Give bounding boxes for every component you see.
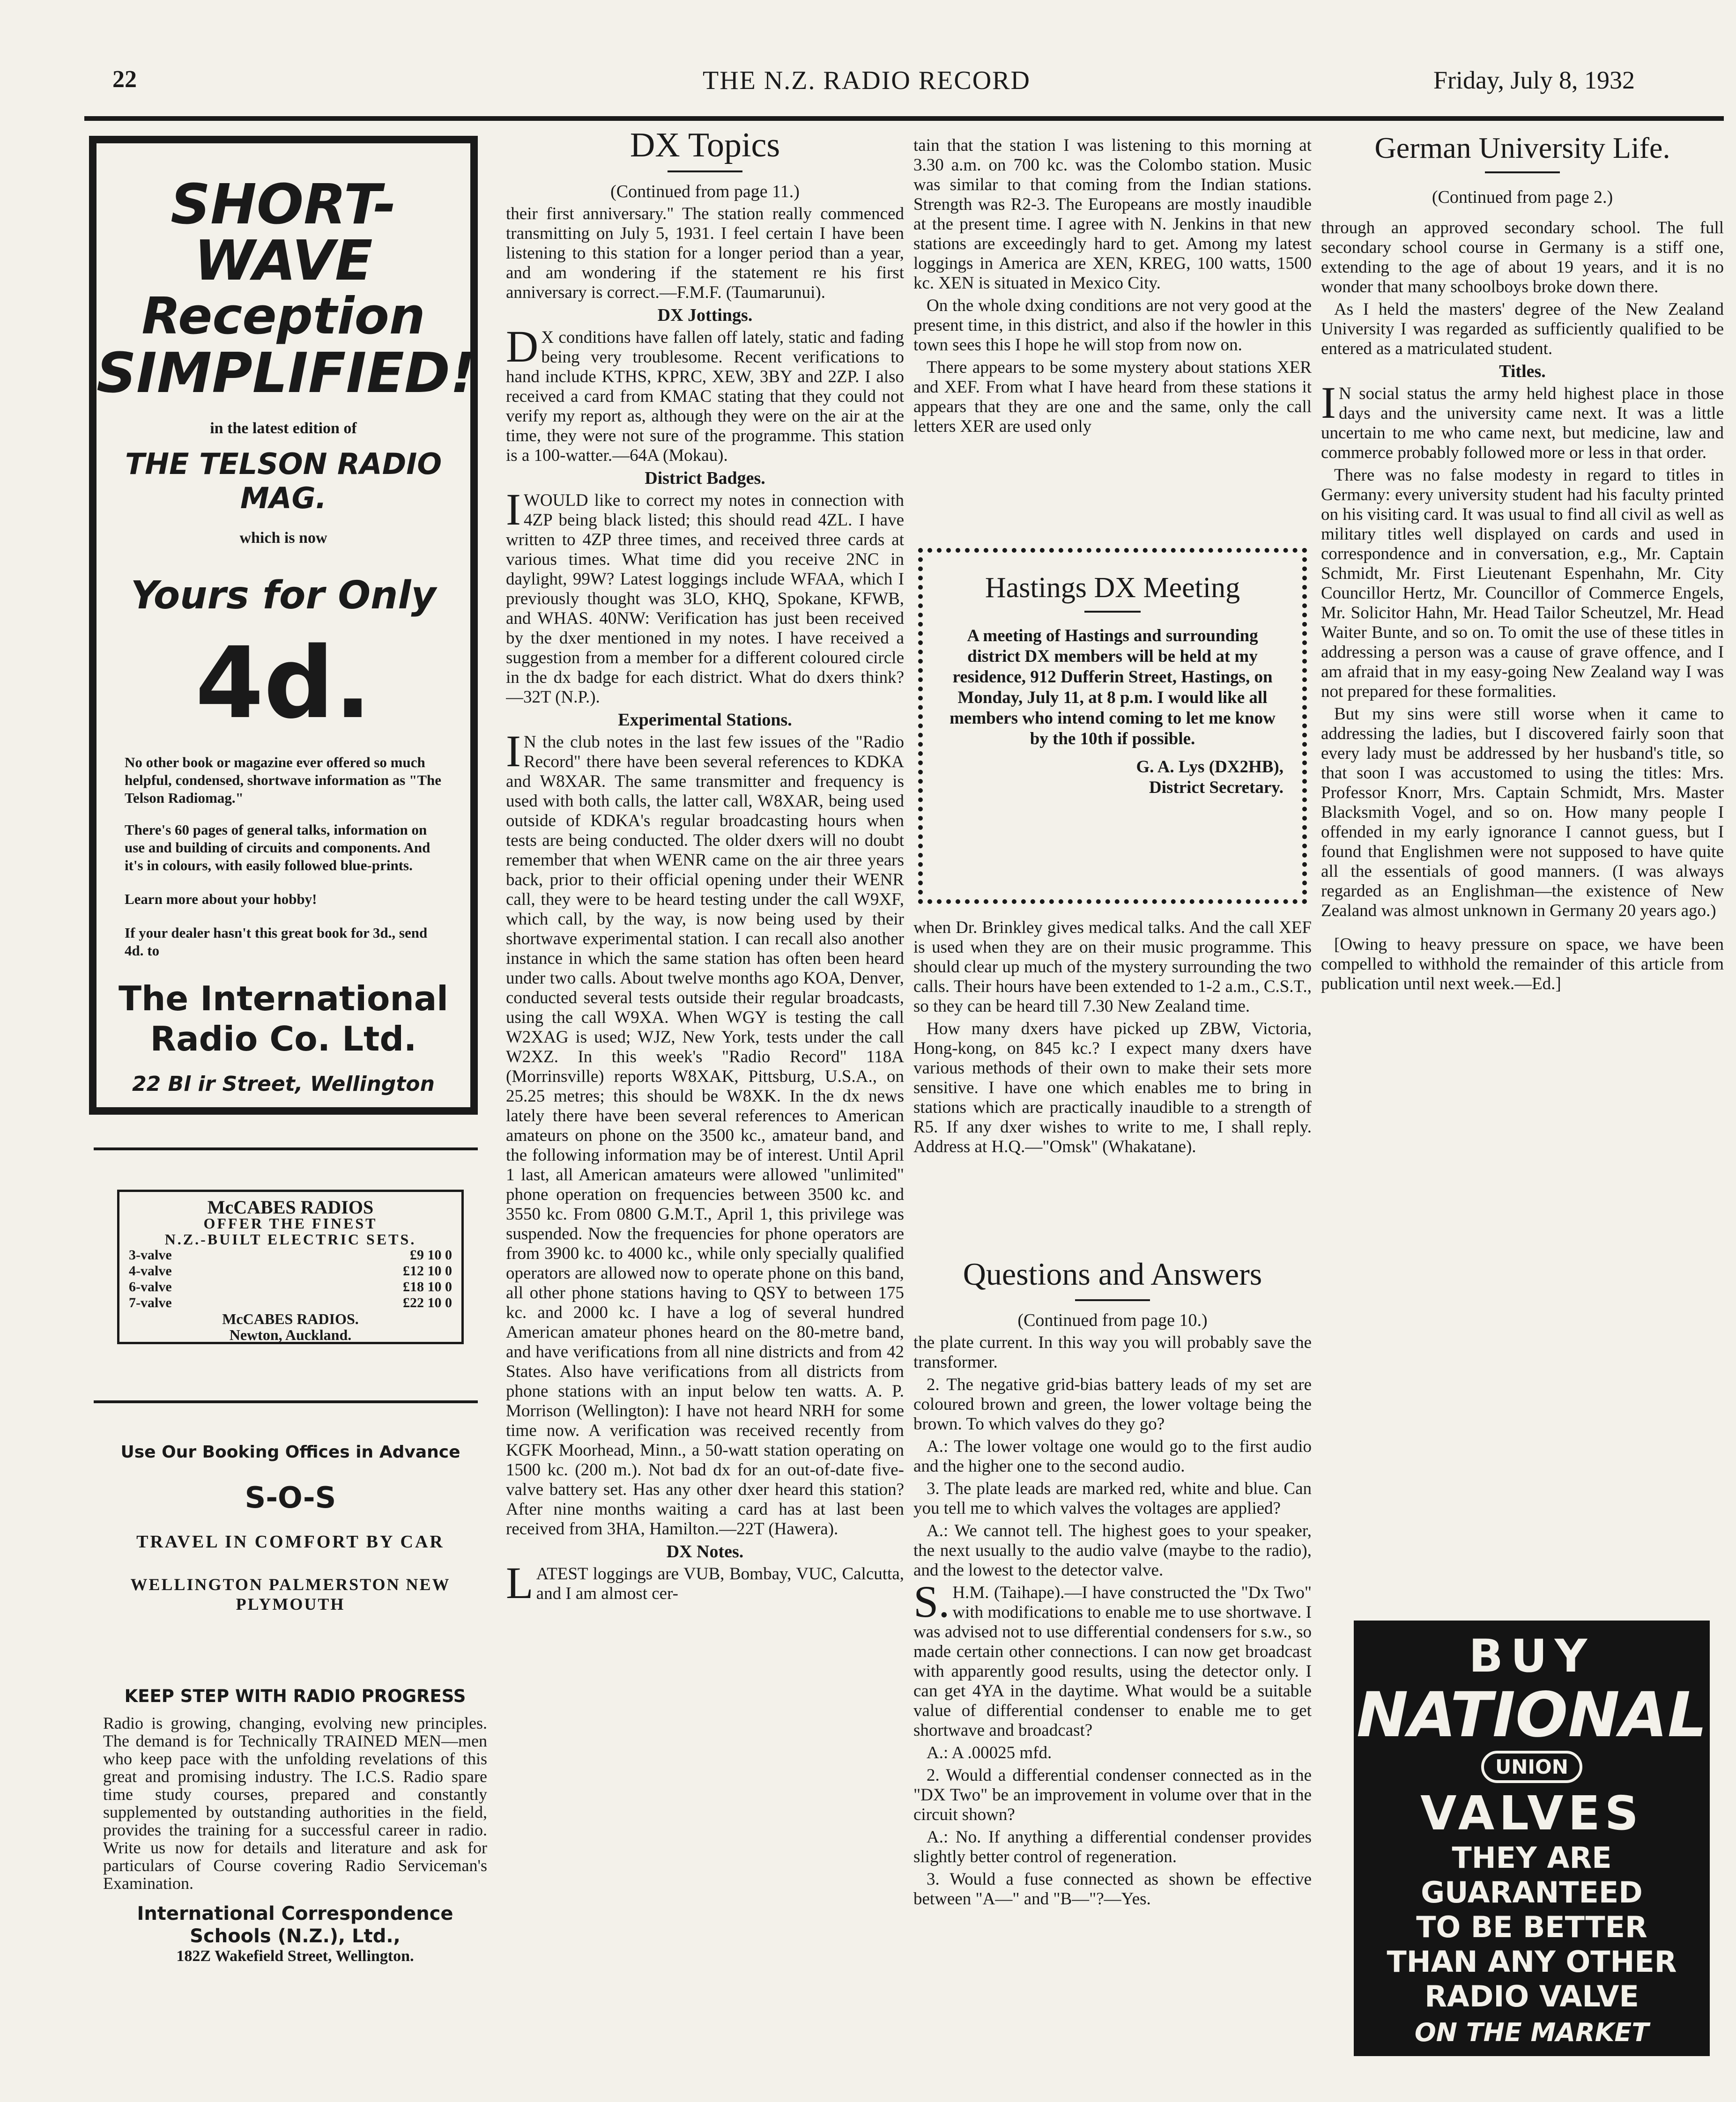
ad-buy: BUY [1469, 1630, 1595, 1682]
paragraph: As I held the masters' degree of the New Zealand University I was regarded as sufficiently qualified to be entered as a matriculated student. [1321, 300, 1724, 358]
telson-price: 4d. [195, 626, 372, 740]
table-row [129, 1295, 452, 1311]
ad-line: THEY ARE [1452, 1841, 1612, 1875]
telson-headline-2: Reception [141, 287, 425, 346]
hastings-notice-box [918, 548, 1307, 904]
paragraph: How many dxers have picked up ZBW, Victoria, Hong-kong, on 845 kc.? I expect many dxers have various methods of their own to make their sets more sensitive. I have one which enables me to bring in stations which are practically inaudible to a strength of R5. If any dxer wishes to write to me, I shall reply. Address at H.Q.—"Omsk" (Whakatane). [913, 1019, 1312, 1156]
item-name: 4-valve [129, 1263, 172, 1279]
item-price: £22 10 0 [403, 1295, 452, 1310]
telson-headline: SHORT-WAVE [171, 172, 396, 293]
notice-body: A meeting of Hastings and surrounding district DX members will be held at my residence, 912 Dufferin Street, Hastings, on Monday, July 11, at 8 p.m. I would like all members who intend coming to let me know by the 10th if possible. [950, 626, 1276, 748]
divider [94, 1147, 478, 1150]
mccabes-built: N.Z.-BUILT ELECTRIC SETS. [164, 1231, 416, 1248]
paragraph: A.: A .00025 mfd. [927, 1743, 1052, 1762]
ad-line: THAN ANY OTHER [1387, 1945, 1677, 1979]
union-logo: UNION [1481, 1751, 1582, 1783]
title-rule [1485, 171, 1560, 173]
table-row [129, 1279, 452, 1295]
ics-body: Radio is growing, changing, evolving new principles. The demand is for Technically TRAINED MEN—men who keep pace with the unfolding revelations of this great and promising industry. The I.C.S. Radio spare time study courses, prepared and constantly supplemented by outstanding authorities in the field, provides the training for a successful career in radio. Write us now for details and literature and ask for particulars of Course covering Radio Serviceman's Examination. [103, 1714, 487, 1893]
dx-topics-column [506, 126, 904, 2084]
paragraph: There appears to be some mystery about stations XER and XEF. From what I have heard from these stations it appears that they are one and the same, only the call letters XER are used only [913, 358, 1312, 436]
table-row [129, 1263, 452, 1279]
item-name: 3-valve [129, 1247, 172, 1263]
ics-address: 182Z Wakefield Street, Wellington. [176, 1947, 414, 1965]
paragraph: their first anniversary." The station really commenced transmitting on July 5, 1931. I feel certain I have been listening to this station for a longer period than a year, and am wondering if the statement re his first anniversary is correct.—F.M.F. (Taumarunui). [506, 204, 904, 302]
sos-line: Use Our Booking Offices in Advance [120, 1443, 460, 1462]
notice-signature-role: District Secretary. [1149, 778, 1283, 797]
paragraph: 2. Would a differential condenser connected as in the "DX Two" be an improvement in volume over that in the circuit shown? [913, 1766, 1312, 1824]
ad-brand: NATIONAL [1356, 1679, 1707, 1751]
ad-line: TO BE BETTER [1416, 1910, 1647, 1944]
paragraph: when Dr. Brinkley gives medical talks. And the call XEF is used when they are on their music programme. This should clear up much of the mystery surrounding the two calls. Their hours have been extended to 1-2 a.m., C.S.T., so they can be heard till 7.30 New Zealand time. [913, 918, 1312, 1016]
paragraph: IN social status the army held highest place in those days and the university came next. It was a little uncertain to me who came next, but medicine, law and commerce probably followed more or less in that order. [1321, 377, 1724, 462]
paragraph: A.: We cannot tell. The highest goes to your speaker, the next usually to the audio valve (maybe to the radio), and the lowest to the detector valve. [913, 1521, 1312, 1580]
page-number: 22 [112, 66, 137, 93]
mccabes-footer: McCABES RADIOS. [222, 1310, 359, 1327]
telson-yours: Yours for Only [131, 573, 436, 618]
telson-copy: If your dealer hasn't this great book for 3d., send 4d. to [125, 925, 428, 959]
german-university-column [1321, 131, 1724, 1597]
subheading: District Badges. [645, 468, 765, 488]
sos-line: TRAVEL IN COMFORT BY CAR [136, 1532, 445, 1552]
notice-signature: G. A. Lys (DX2HB), [1136, 757, 1283, 777]
notice-title: Hastings DX Meeting [985, 572, 1240, 604]
paragraph: LATEST loggings are VUB, Bombay, VUC, Calcutta, and I am almost cer- [506, 1558, 904, 1608]
paragraph: But my sins were still worse when it came to addressing the ladies, but I discovered fairly soon that every lady must be addressed by her husband's title, so that soon I was accustomed to using the titles: Mrs. Professor Knorr, Mrs. Captain Schmidt, Mrs. Master Blacksmith Vogel, and so on. How many people I offended in my early ignorance I cannot guess, but I found that Englishmen were not supposed to have quite all the essentials of good manners. (I was always regarded as an Englishman—the existence of New Zealand was almost unknown in Germany 20 years ago.) [1321, 704, 1724, 920]
mccabes-offer: OFFER THE FINEST [203, 1215, 378, 1232]
paragraph: IN the club notes in the last few issues of the "Radio Record" there have been several references to KDKA and W8XAR. The same transmitter and frequency is used with both calls, the latter call, W8XAR, being used outside of KDKA's regular broadcasting hours when tests are being conducted. The older dxers will no doubt remember that when WENR came on the air three years back, prior to their official opening under their WENR call, they were to be heard testing under the call W9XF, which call, by the way, is now being used by their shortwave experimental station. I can recall also another instance in which the same station has often been heard under two calls. About twelve months ago KOA, Denver, conducted several tests outside their regular broadcasts, using the call W9XA. When WGY is testing the call W2XAG is used; WJZ, New York, tests under the call W2XZ. In this week's "Radio Record" 118A (Morrinsville) reports W8XAK, Pittsburg, U.S.A., on 25.25 metres; this should be W8XK. In the dx news lately there have been several references to American amateurs on phone on the 3500 kc., amateur band, and the following information may be of interest. Until April 1 last, all American amateurs were allowed "unlimited" phone operation on frequencies between 3500 kc. and 3550 kc. From 0800 G.M.T., April 1, this privilege was suspended. Now the frequencies for phone operators are from 3900 kc. to 4000 kc., while only specially qualified operators are allowed now to operate phone on this band, all other phone stations having to QSY to between 175 kc. and 2000 kc. I have a log of several hundred American amateur phones heard on the 80-metre band, and have verifications from all nine districts and from 42 States. Also have verifications from all districts from phone stations with an input below ten watts. A. P. Morrison (Wellington): I have not heard NRH for some time now. A verification was received recently from KGFK Moorhead, Minn., a 50-watt station operating on 1500 kc. (200 m.). Not bad dx for an out-of-date five-valve battery set. Has any other dxer heard this station? After nine months waiting a card has at last been received from 3HA, Hamilton.—22T (Hawera). [506, 726, 904, 1539]
telson-company: The International Radio Co. Ltd. [118, 979, 448, 1058]
title-rule [1084, 611, 1141, 613]
national-valves-ad [1354, 1621, 1710, 2056]
paragraph: A.: The lower voltage one would go to the first audio and the higher one to the second audio. [913, 1437, 1312, 1476]
article-title: Questions and Answers [963, 1256, 1262, 1292]
paragraph: IWOULD like to correct my notes in connection with 4ZP being black listed; this should read 4ZL. I have written to 4ZP three times, and received three cards at various times. What time did you receive 2NC in daylight, 99W? Latest loggings include WFAA, which I previously thought was 3LO, KHQ, Spokane, KFWB, and WHAS. 40NW: Verification has just been received by the dxer mentioned in my notes. I have received a suggestion from a member for a different coloured circle in the dx badge for each district. What do dxers think? —32T (N.P.). [506, 484, 904, 707]
paragraph: 3. The plate leads are marked red, white and blue. Can you tell me to which valves the voltages are applied? [913, 1479, 1312, 1518]
paragraph: 2. The negative grid-bias battery leads of my set are coloured brown and green, the lower voltage being the brown. To which valves do they go? [913, 1375, 1312, 1434]
ad-line: GUARANTEED [1421, 1875, 1643, 1910]
telson-address: 22 Bl ir Street, Wellington [132, 1072, 435, 1096]
dx-topics-continued-column [913, 136, 1312, 525]
subheading: DX Notes. [666, 1542, 744, 1562]
continued-note: (Continued from page 2.) [1432, 187, 1613, 207]
divider [94, 1400, 478, 1403]
table-row [129, 1247, 452, 1263]
mccabes-ad [117, 1190, 464, 1344]
title-rule [668, 170, 742, 172]
ad-line: ON THE MARKET [1414, 2018, 1649, 2047]
paragraph: A.: No. If anything a differential condenser provides slightly better control of regeneration. [913, 1828, 1312, 1866]
telson-copy: There's 60 pages of general talks, information on use and building of circuits and components. And it's in colours, with easily followed blue-prints. [125, 822, 430, 873]
telson-mag-name: THE TELSON RADIO MAG. [125, 447, 442, 515]
title-rule [1075, 1299, 1150, 1301]
article-title: DX Topics [630, 126, 780, 164]
mccabes-title: McCABES RADIOS [207, 1197, 374, 1218]
telson-ad [89, 136, 478, 1115]
telson-copy: Learn more about your hobby! [125, 891, 317, 907]
paragraph: tain that the station I was listening to this morning at 3.30 a.m. on 700 kc. was the Colombo station. Music was similar to that coming from the Indian stations. Strength was R2-3. The Europeans are mostly inaudible at the present time. I agree with N. Jenkins in that new stations are exceedingly hard to get. Among my latest loggings in America are XEN, KREG, 100 watts, 1500 kc. XEN is situated in Mexico City. [913, 136, 1312, 293]
item-price: £12 10 0 [403, 1263, 452, 1279]
ad-valves: VALVES [1420, 1786, 1643, 1841]
ics-ad [103, 1686, 487, 2070]
continued-note: (Continued from page 10.) [1017, 1310, 1208, 1330]
telson-copy: No other book or magazine ever offered so much helpful, condensed, shortwave information as "The Telson Radiomag." [125, 754, 442, 806]
subheading: DX Jottings. [657, 305, 753, 325]
paragraph: through an approved secondary school. The full secondary school course in Germany is a stiff one, extending to the age of about 19 years, and it is no wonder that many schoolboys broke down there. [1321, 218, 1724, 296]
paragraph: the plate current. In this way you will probably save the transformer. [913, 1333, 1312, 1372]
mccabes-price-table [129, 1247, 452, 1311]
ad-line: RADIO VALVE [1424, 1979, 1639, 2013]
paragraph: There was no false modesty in regard to titles in Germany: every university student had his faculty printed on his visiting card. It was usual to find all civil as well as military titles well displayed on cards and used in correspondence and in conversation, e.g., Mr. Captain Schmidt, Mr. First Lieutenant Espenhahn, Mr. City Councillor Hertz, Mr. Councillor of Commerce Engels, Mr. Solicitor Hahn, Mr. Head Tailor Scheutzel, Mr. Head Waiter Bunte, and so on. To omit the use of these titles in addressing a person was a cause of grave offence, and I am afraid that in my easy-going New Zealand way I was not prepared for these formalities. [1321, 466, 1724, 701]
mccabes-location: Newton, Auckland. [229, 1326, 352, 1343]
editor-note: [Owing to heavy pressure on space, we have been compelled to withhold the remainder of this article from publication until next week.—Ed.] [1321, 935, 1724, 993]
ics-heading: KEEP STEP WITH RADIO PROGRESS [124, 1686, 466, 1706]
header-rule [84, 116, 1724, 121]
telson-line: in the latest edition of [210, 420, 357, 437]
paragraph: 3. Would a fuse connected as shown be effective between "A—" and "B—"?—Yes. [913, 1870, 1312, 1909]
continued-note: (Continued from page 11.) [610, 182, 800, 201]
paragraph: On the whole dxing conditions are not very good at the present time, in this district, and also if the howler in this town sees this I hope he will stop from now on. [913, 296, 1312, 355]
sos-cities: WELLINGTON PALMERSTON NEW PLYMOUTH [130, 1575, 451, 1614]
telson-headline-3: SIMPLIFIED! [96, 340, 475, 405]
publication-title: THE N.Z. RADIO RECORD [703, 66, 1031, 95]
item-name: 7-valve [129, 1295, 172, 1310]
item-name: 6-valve [129, 1279, 172, 1295]
telson-line: which is now [239, 529, 327, 547]
questions-answers-column [913, 1255, 1312, 2084]
article-title: German University Life. [1374, 131, 1670, 164]
issue-date: Friday, July 8, 1932 [1433, 66, 1635, 94]
sos-name: S-O-S [245, 1480, 336, 1515]
paragraph: DX conditions have fallen off lately, static and fading being very troublesome. Recent verifications to hand include KTHS, KPRC, XEW, 3BY and 2ZP. I also received a card from KMAC stating that they could not verify my report as, although they were on the air at the time, they were not sure of the programme. This station is a 100-watter.—64A (Mokau). [506, 321, 904, 465]
subheading: Titles. [1499, 362, 1546, 381]
item-price: £9 10 0 [410, 1247, 452, 1263]
item-price: £18 10 0 [403, 1279, 452, 1295]
ics-company: International Correspondence Schools (N.Z.), Ltd., [137, 1903, 453, 1947]
dx-topics-end-column [913, 918, 1312, 1218]
subheading: Experimental Stations. [618, 710, 792, 730]
sos-ad [103, 1443, 478, 1649]
paragraph: S.H.M. (Taihape).—I have constructed the "Dx Two" with modifications to enable me to use shortwave. I was advised not to use differential condensers for s.w., so made certain other connections. I can now get broadcast with apparently good results, using the detector only. I can get 4YA in the daytime. What would be a suitable value of differential condenser to enable me to get shortwave and broadcast? [913, 1576, 1312, 1740]
